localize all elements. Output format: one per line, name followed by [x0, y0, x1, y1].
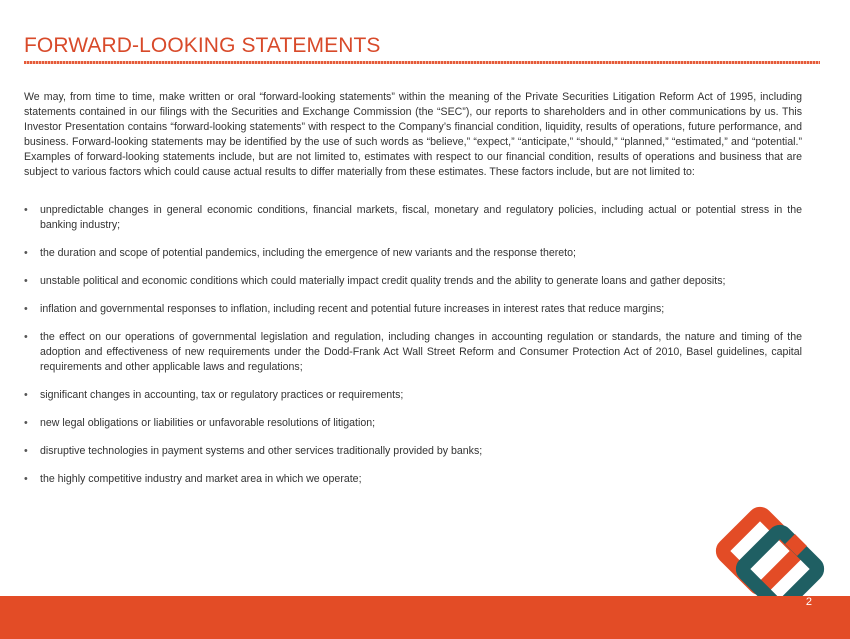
bullet-icon: •	[24, 389, 28, 401]
list-item-text: unpredictable changes in general economic conditions, financial markets, fiscal, monetary and regulatory policies, including actual or potential stress in the banking industry;	[40, 204, 802, 231]
bullet-icon: •	[24, 204, 28, 216]
list-item	[24, 246, 802, 261]
list-item	[24, 203, 802, 233]
list-item-text: the effect on our operations of governmental legislation and regulation, including changes in accounting regulation or standards, the nature and timing of the adoption and effectiveness of new requirements under the Dodd-Frank Act Wall Street Reform and Consumer Protection Act of 2010, Basel guidelines, capital requirements and other applicable laws and regulations;	[40, 331, 802, 373]
bullet-icon: •	[24, 473, 28, 485]
page-number: 2	[805, 596, 812, 608]
list-item	[24, 472, 802, 487]
list-item-text: disruptive technologies in payment systems and other services traditionally provided by banks;	[40, 445, 483, 457]
page-title: FORWARD-LOOKING STATEMENTS	[24, 34, 381, 57]
list-item	[24, 302, 802, 317]
list-item	[24, 444, 802, 459]
logo-interlock-segment	[790, 539, 802, 551]
list-item	[24, 330, 802, 375]
risk-factor-list	[24, 203, 802, 500]
bullet-icon: •	[24, 275, 28, 287]
list-item-text: unstable political and economic conditions which could materially impact credit quality trends and the ability to generate loans and gather deposits;	[40, 275, 726, 287]
bullet-icon: •	[24, 331, 28, 343]
footer-bar	[0, 596, 850, 639]
title-underline	[24, 61, 820, 64]
list-item	[24, 416, 802, 431]
bullet-icon: •	[24, 445, 28, 457]
list-item-text: new legal obligations or liabilities or unfavorable resolutions of litigation;	[40, 417, 376, 429]
list-item	[24, 388, 802, 403]
list-item-text: the duration and scope of potential pandemics, including the emergence of new variants and the response thereto;	[40, 247, 576, 259]
list-item-text: the highly competitive industry and market area in which we operate;	[40, 473, 362, 485]
bullet-icon: •	[24, 303, 28, 315]
bullet-icon: •	[24, 247, 28, 259]
list-item	[24, 274, 802, 289]
intro-paragraph: We may, from time to time, make written or oral “forward-looking statements” within the meaning of the Private Securities Litigation Reform Act of 1995, including statements contained in our filings with the Securities and Exchange Commission (the “SEC”), our reports to shareholders and in other communications by us. This Investor Presentation contains “forward-looking statements” with respect to the Company’s financial condition, liquidity, results of operations, future performance, and business. Forward-looking statements may be identified by the use of such words as “believe,” “expect,” “anticipate,” “should,” “planned,” “estimated,” and “potential.” Examples of forward-looking statements include, but are not limited to, estimates with respect to our financial condition, results of operations and business that are subject to various factors which could cause actual results to differ materially from these estimates. These factors include, but are not limited to:	[24, 91, 802, 178]
list-item-text: inflation and governmental responses to inflation, including recent and potential future increases in interest rates that reduce margins;	[40, 303, 665, 315]
bullet-icon: •	[24, 417, 28, 429]
list-item-text: significant changes in accounting, tax or regulatory practices or requirements;	[40, 389, 404, 401]
